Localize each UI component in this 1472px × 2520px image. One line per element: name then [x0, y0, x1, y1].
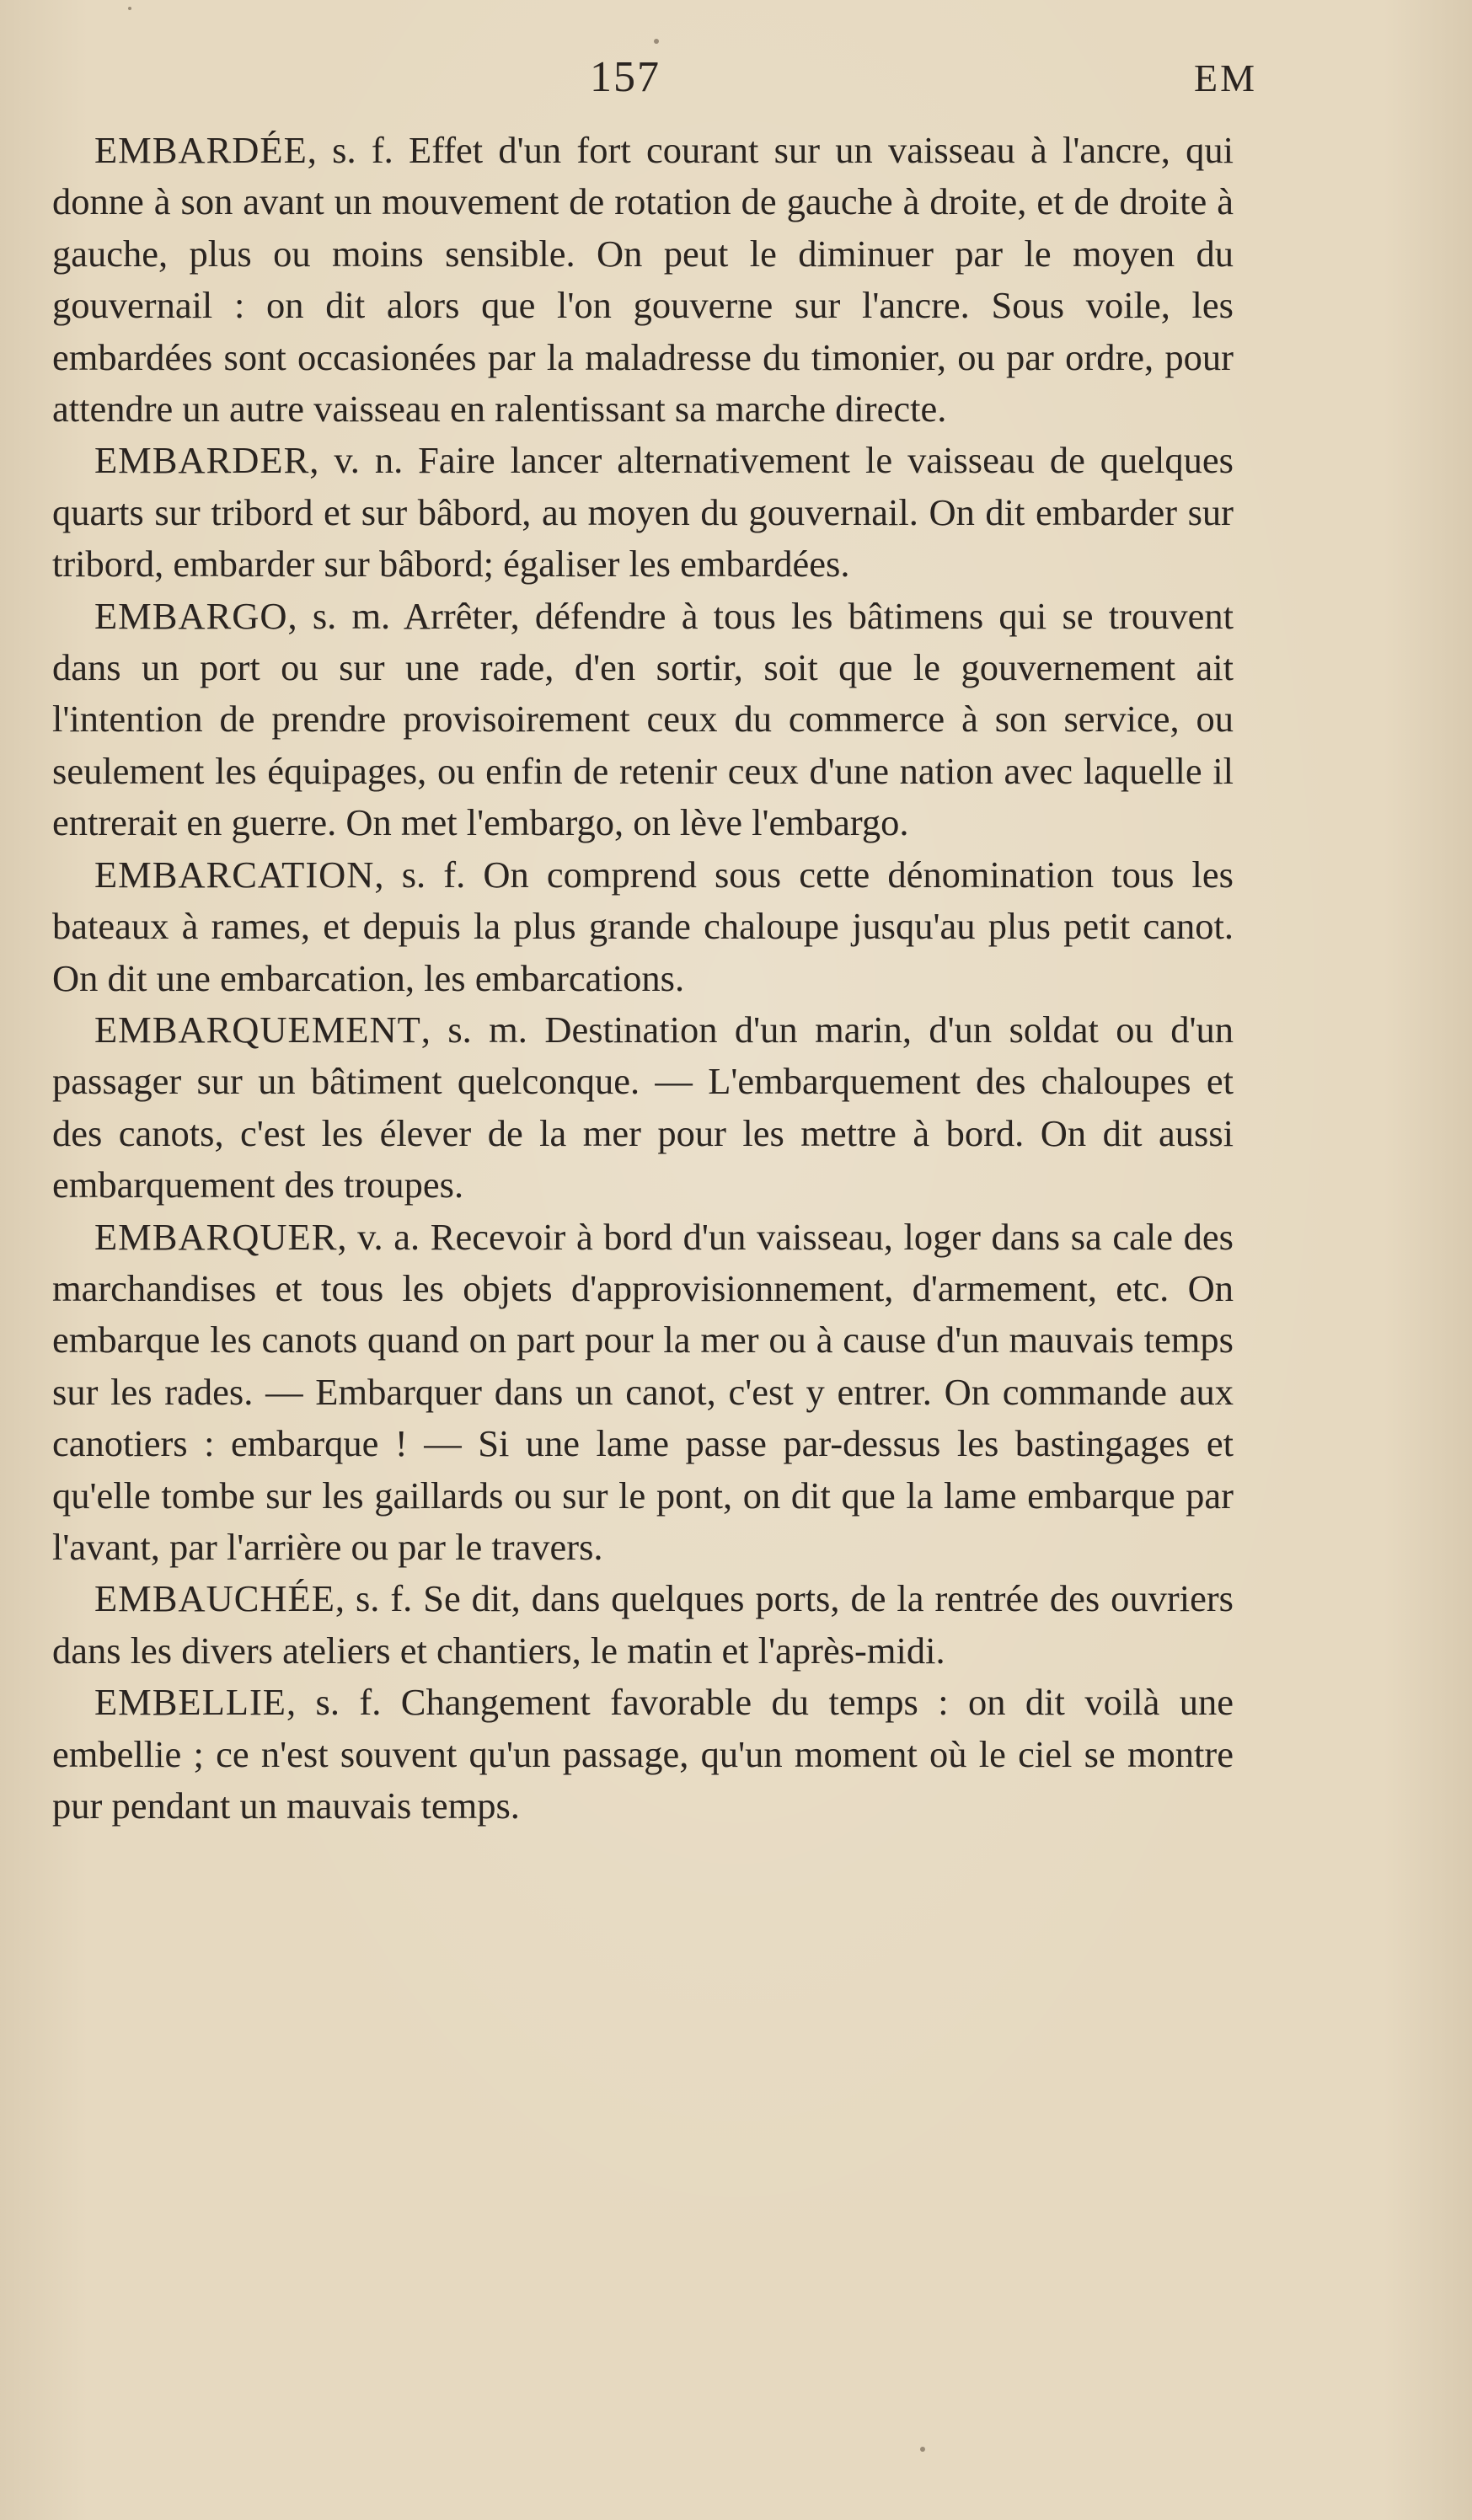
entry-headword: EMBARQUEMENT: [94, 1008, 421, 1051]
entry-definition: , s. m. Arrêter, défendre à tous les bâtimens qui se trouvent dans un port ou sur une rade, d'en sortir, soit que le gouvernement ait l'intention de prendre provisoirement ceux du commerce à son service, ou seulement les équipages, ou enfin de retenir ceux d'une nation avec laquelle il entrerait en guerre. On met l'embargo, on lève l'embargo.: [52, 594, 1234, 844]
dictionary-entry: [52, 1212, 1234, 1574]
dictionary-entry: [52, 1573, 1234, 1677]
entry-definition: , s. f. On comprend sous cette dénomination tous les bateaux à rames, et depuis la plus grande chaloupe jusqu'au plus petit canot. On dit une embarcation, les embarcations.: [52, 853, 1234, 999]
entry-definition: , v. a. Recevoir à bord d'un vaisseau, loger dans sa cale des marchandises et tous les objets d'approvisionnement, d'armement, etc. On embarque les canots quand on part pour la mer ou à cause d'un mauvais temps sur les rades. — Embarquer dans un canot, c'est y entrer. On commande aux canotiers : embarque ! — Si une lame passe par-dessus les bastingages et qu'elle tombe sur les gaillards ou sur le pont, on dit que la lame embarque par l'avant, par l'arrière ou par le travers.: [52, 1215, 1234, 1568]
dictionary-entry: [52, 1004, 1234, 1212]
entry-headword: EMBELLIE: [94, 1681, 286, 1724]
dictionary-entry: [52, 1677, 1234, 1832]
entry-definition: , v. n. Faire lancer alternativement le vaisseau de quelques quarts sur tribord et sur bâbord, au moyen du gouvernail. On dit embarder sur tribord, embarder sur bâbord; égaliser les embardées.: [52, 439, 1234, 586]
entry-headword: EMBARDER: [94, 439, 310, 482]
entry-headword: EMBAUCHÉE: [94, 1577, 335, 1620]
entry-headword: EMBARCATION: [94, 853, 375, 896]
dictionary-body: [52, 125, 1234, 1832]
page-header: [0, 52, 1472, 120]
entry-headword: EMBARGO: [94, 594, 288, 637]
dictionary-entry: [52, 849, 1234, 1004]
page-number: 157: [590, 53, 661, 101]
entry-definition: , s. f. Se dit, dans quelques ports, de la rentrée des ouvriers dans les divers ateliers et chantiers, le matin et l'après-midi.: [52, 1577, 1234, 1672]
entry-headword: EMBARQUER: [94, 1215, 338, 1258]
dictionary-entry: [52, 435, 1234, 590]
entry-definition: , s. f. Changement favorable du temps : on dit voilà une embellie ; ce n'est souvent qu'un passage, qu'un moment où le ciel se montre pur pendant un mauvais temps.: [52, 1681, 1234, 1827]
entry-definition: , s. f. Effet d'un fort courant sur un vaisseau à l'ancre, qui donne à son avant un mouvement de rotation de gauche à droite, et de droite à gauche, plus ou moins sensible. On peut le diminuer par le moyen du gouvernail : on dit alors que l'on gouverne sur l'ancre. Sous voile, les embardées sont occasionées par la maladresse du timonier, ou par ordre, pour attendre un autre vaisseau en ralentissant sa marche directe.: [52, 129, 1234, 431]
dictionary-entry: [52, 125, 1234, 435]
entry-definition: , s. m. Destination d'un marin, d'un soldat ou d'un passager sur un bâtiment quelconque. — L'embarquement des chaloupes et des canots, c'est les élever de la mer pour les mettre à bord. On dit aussi embarquement des troupes.: [52, 1008, 1234, 1206]
entry-headword: EMBARDÉE: [94, 129, 308, 171]
paper-speck: [654, 39, 659, 44]
paper-speck: [920, 2447, 925, 2452]
running-head: EM: [1194, 56, 1257, 99]
dictionary-entry: [52, 591, 1234, 849]
paper-speck: [128, 7, 131, 10]
